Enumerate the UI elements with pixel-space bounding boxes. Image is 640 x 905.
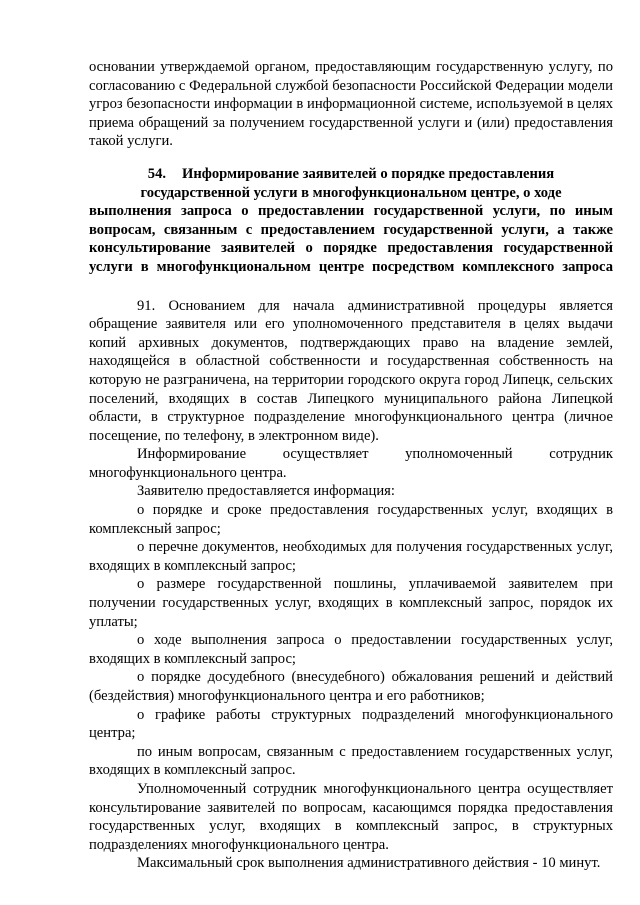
info-list-item: по иным вопросам, связанным с предоставлением государственных услуг, входящих в комплексный запрос. (89, 743, 613, 779)
section-number: 54. (147, 165, 167, 182)
body-paragraph: Уполномоченный сотрудник многофункционального центра осуществляет консультирование заявителей по вопросам, касающимся порядка предоставления государственных услуг, входящих в комплексный запрос, в структурных подразделениях многофункционального центра. (89, 780, 613, 853)
body-paragraph: Заявителю предоставляется информация: (137, 483, 395, 500)
section-heading-line: вопросам, связанным с предоставлением государственной услуги, а также (89, 221, 613, 238)
body-paragraph: Максимальный срок выполнения административного действия - 10 минут. (137, 855, 601, 872)
section-heading-line: консультирование заявителей о порядке предоставления государственной (89, 240, 613, 257)
document-body (89, 58, 613, 873)
section-heading-line (89, 165, 613, 184)
info-list-item: о порядке и сроке предоставления государственных услуг, входящих в комплексный запрос; (89, 502, 613, 537)
info-list-item: о размере государственной пошлины, уплачиваемой заявителем при получении государственных услуг, входящих в комплексный запрос, порядок их уплаты; (89, 576, 613, 630)
clause-91-paragraph: 91. Основанием для начала административной процедуры является обращение заявителя или его уполномоченного представителя в целях выдачи копий архивных документов, подтверждающих право на владение землей, находящейся в областной собственности и государственная собственность на которую не разграничена, на территории городского округа город Липецк, сельских поселений, входящих в состав Липецкого муниципального района Липецкой области, в структурное подразделение многофункционального центра (личное посещение, по телефону, в электронном виде). (89, 297, 613, 444)
intro-paragraph: основании утверждаемой органом, предоставляющим государственную услугу, по согласованию с Федеральной службой безопасности Российской Федерации модели угроз безопасности информации в информационной системе, используемой в целях приема обращений за получением государственной услуги и (или) предоставления такой услуги. (89, 59, 613, 150)
info-list-item: о порядке досудебного (внесудебного) обжалования решений и действий (бездействия) многофункционального центра и его работников; (89, 669, 613, 704)
info-list-item: о графике работы структурных подразделений многофункционального центра; (89, 706, 613, 742)
info-list-item: о ходе выполнения запроса о предоставлении государственных услуг, входящих в комплексный запрос; (89, 632, 613, 667)
section-heading-line: выполнения запроса о предоставлении государственной услуги, по иным (89, 203, 613, 220)
body-paragraph: Информирование осуществляет уполномоченный сотрудник многофункционального центра. (89, 446, 613, 481)
section-heading-line: услуги в многофункциональном центре посредством комплексного запроса (89, 258, 613, 275)
info-list-item: о перечне документов, необходимых для получения государственных услуг, входящих в комплексный запрос; (89, 539, 613, 574)
section-heading-text: Информирование заявителей о порядке предоставления (182, 165, 555, 182)
section-heading-line: государственной услуги в многофункциональном центре, о ходе (140, 184, 562, 201)
section-heading (89, 165, 613, 277)
